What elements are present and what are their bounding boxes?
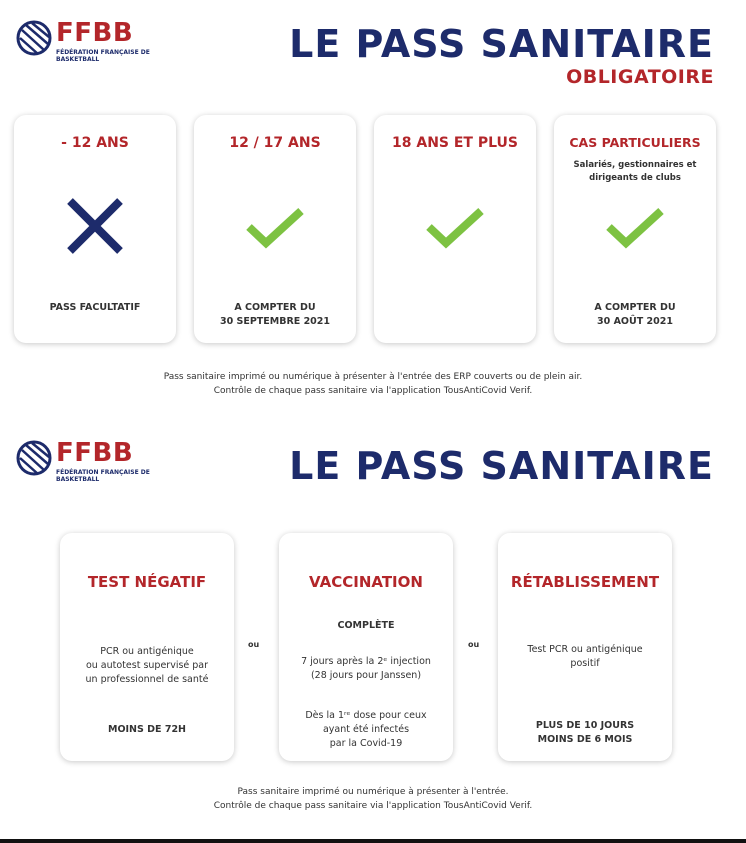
basketball-logo-icon bbox=[16, 440, 52, 476]
logo-brand: FFBB bbox=[56, 18, 134, 48]
check-icon bbox=[604, 207, 666, 249]
card-heading: TEST NÉGATIF bbox=[87, 573, 207, 591]
card-caption: PASS FACULTATIF bbox=[49, 302, 141, 313]
card-text-line1: PCR ou antigénique bbox=[100, 646, 194, 657]
separator-or: ou bbox=[248, 640, 260, 649]
card-under-12 bbox=[14, 115, 176, 343]
footer-line1: Pass sanitaire imprimé ou numérique à présenter à l'entrée des ERP couverts ou de plein air. bbox=[163, 372, 583, 382]
card-text-line2: (28 jours pour Janssen) bbox=[310, 670, 422, 681]
card-vaccination bbox=[279, 533, 453, 761]
page-subtitle: OBLIGATOIRE bbox=[566, 66, 714, 88]
cross-icon bbox=[64, 195, 126, 257]
card-text-line5: par la Covid-19 bbox=[329, 738, 403, 749]
ffbb-logo bbox=[16, 20, 156, 63]
logo-brand: FFBB bbox=[56, 438, 134, 468]
card-text-line4: ayant été infectés bbox=[322, 724, 410, 735]
card-bottom-line2: MOINS DE 6 MOIS bbox=[537, 734, 633, 745]
card-text-line1: Test PCR ou antigénique bbox=[527, 644, 643, 655]
card-heading: 12 / 17 ANS bbox=[229, 135, 321, 151]
card-caption-line1: A COMPTER DU bbox=[234, 302, 316, 313]
card-text-line1: 7 jours après la 2ᵉ injection bbox=[301, 656, 431, 667]
card-caption-line1: A COMPTER DU bbox=[594, 302, 676, 313]
card-recovery bbox=[498, 533, 672, 761]
card-note-line1: Salariés, gestionnaires et bbox=[573, 160, 697, 170]
footer-line1: Pass sanitaire imprimé ou numérique à présenter à l'entrée. bbox=[237, 787, 509, 797]
footer-line2: Contrôle de chaque pass sanitaire via l'application TousAntiCovid Verif. bbox=[213, 386, 533, 396]
card-heading: CAS PARTICULIERS bbox=[569, 135, 701, 150]
card-text-line2: ou autotest supervisé par bbox=[85, 660, 209, 671]
logo-subtitle: FÉDÉRATION FRANÇAISE DE BASKETBALL bbox=[56, 49, 150, 63]
card-text-line3: Dès la 1ʳᵉ dose pour ceux bbox=[305, 710, 427, 721]
card-note-line2: dirigeants de clubs bbox=[589, 173, 681, 183]
separator-or: ou bbox=[468, 640, 480, 649]
card-18-plus bbox=[374, 115, 536, 343]
footer-line2: Contrôle de chaque pass sanitaire via l'application TousAntiCovid Verif. bbox=[213, 801, 533, 811]
logo-subtitle: FÉDÉRATION FRANÇAISE DE BASKETBALL bbox=[56, 469, 150, 483]
card-heading: - 12 ANS bbox=[61, 135, 129, 151]
card-bottom-line1: PLUS DE 10 JOURS bbox=[535, 720, 635, 731]
card-12-17 bbox=[194, 115, 356, 343]
ffbb-logo bbox=[16, 440, 156, 483]
card-special-cases bbox=[554, 115, 716, 343]
card-text-line3: un professionnel de santé bbox=[85, 674, 209, 685]
card-heading: 18 ANS ET PLUS bbox=[392, 135, 518, 151]
basketball-logo-icon bbox=[16, 20, 52, 56]
bottom-edge-bar bbox=[0, 839, 746, 843]
card-caption-line2: 30 SEPTEMBRE 2021 bbox=[219, 316, 331, 327]
card-heading: RÉTABLISSEMENT bbox=[510, 573, 660, 591]
check-icon bbox=[424, 207, 486, 249]
page-title: LE PASS SANITAIRE bbox=[289, 22, 714, 66]
card-complete: COMPLÈTE bbox=[337, 620, 395, 631]
card-bottom: MOINS DE 72H bbox=[107, 724, 187, 735]
card-negative-test bbox=[60, 533, 234, 761]
check-icon bbox=[244, 207, 306, 249]
card-text-line2: positif bbox=[570, 658, 600, 669]
card-heading: VACCINATION bbox=[309, 573, 423, 591]
card-caption-line2: 30 AOÛT 2021 bbox=[597, 316, 673, 327]
page-title: LE PASS SANITAIRE bbox=[289, 444, 714, 488]
